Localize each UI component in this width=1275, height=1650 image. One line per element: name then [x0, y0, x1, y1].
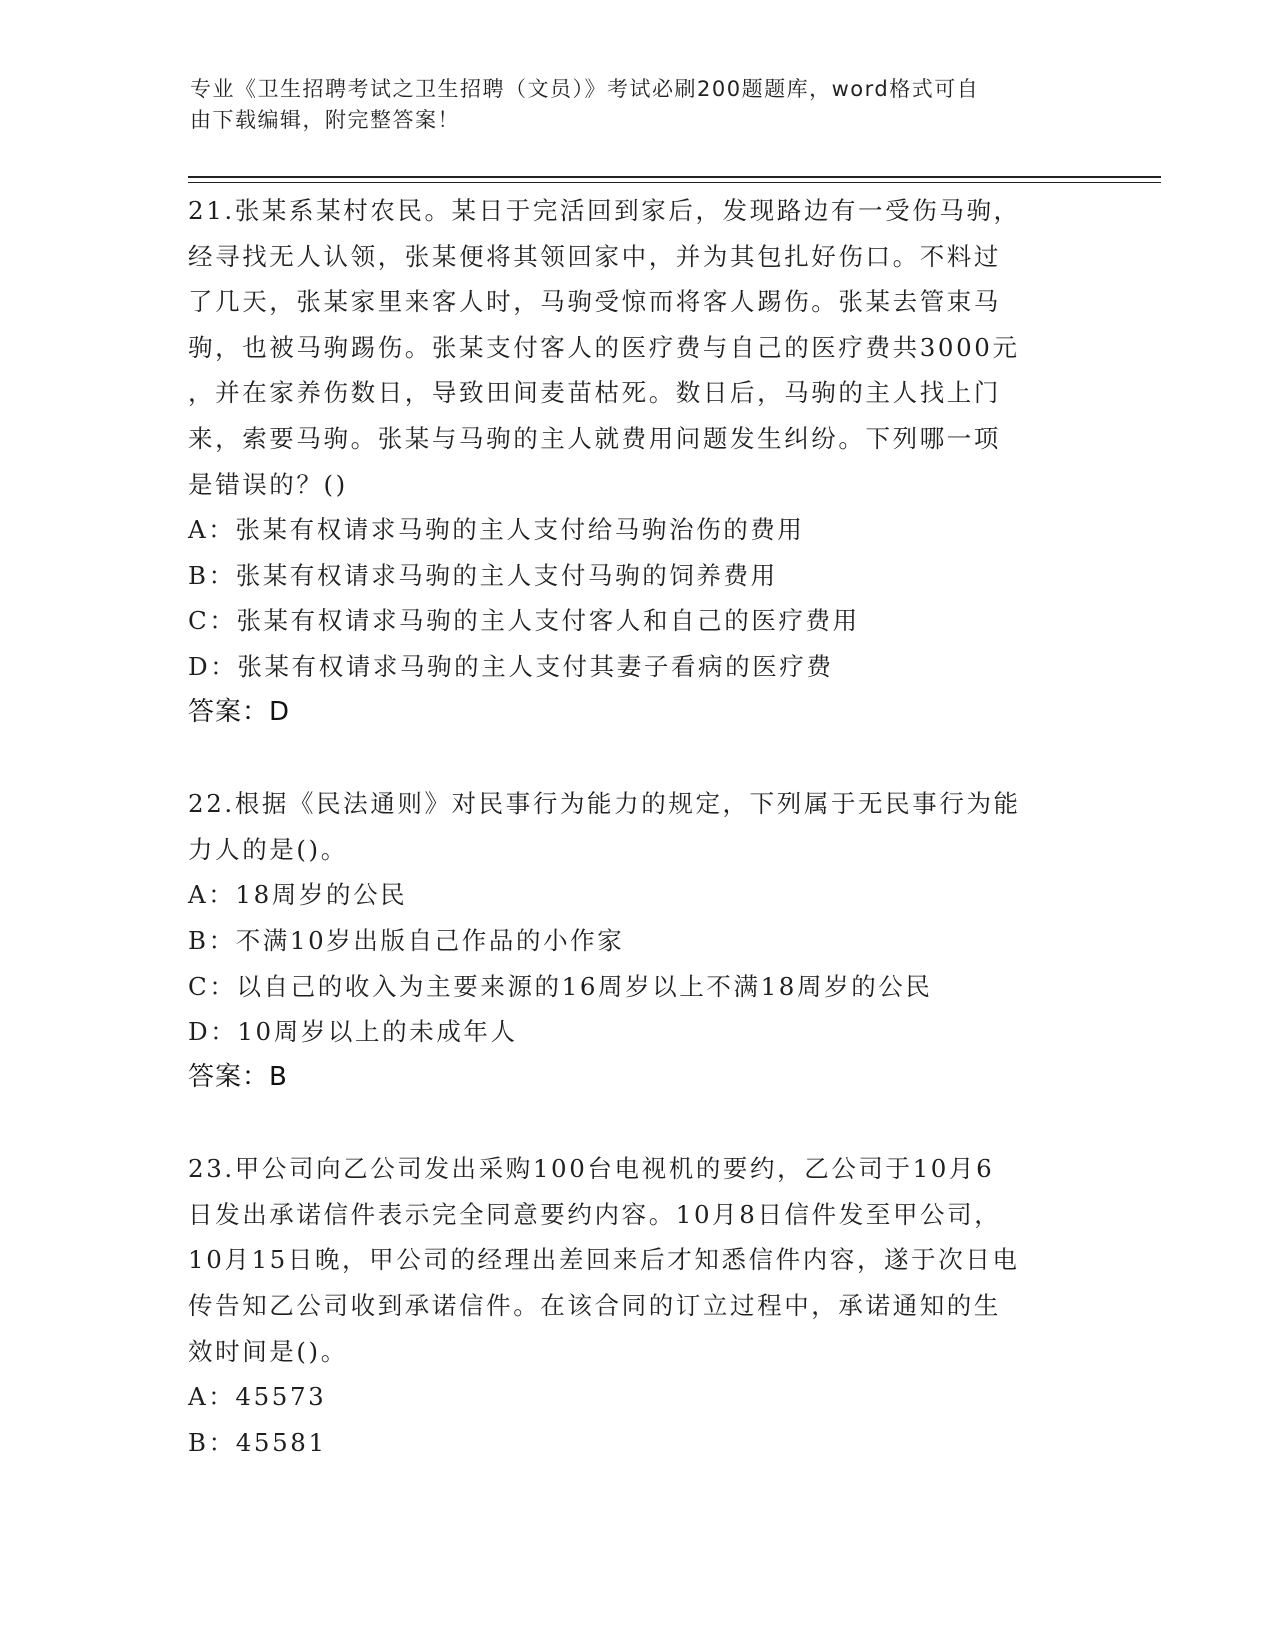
option-a: A：18周岁的公民 [188, 880, 408, 910]
option-c: C：张某有权请求马驹的主人支付客人和自己的医疗费用 [188, 606, 860, 636]
question-stem-line: 日发出承诺信件表示完全同意要约内容。10月8日信件发至甲公司， [188, 1199, 1002, 1229]
question-spacer [188, 735, 1088, 781]
header-divider-thin [188, 182, 1161, 183]
question-stem-line: 23.甲公司向乙公司发出采购100台电视机的要约，乙公司于10月6 [188, 1154, 995, 1184]
question-23 [188, 1146, 1088, 1465]
answer-line: 答案：D [188, 696, 291, 727]
question-stem-line: 是错误的？() [188, 469, 348, 499]
question-spacer [188, 1100, 1088, 1146]
question-stem-line: 来，索要马驹。张某与马驹的主人就费用问题发生纠纷。下列哪一项 [188, 423, 1001, 453]
question-stem-line: 经寻找无人认领，张某便将其领回家中，并为其包扎好伤口。不料过 [188, 241, 1001, 271]
question-stem-line: 了几天，张某家里来客人时，马驹受惊而将客人踢伤。张某去管束马 [188, 287, 1001, 317]
header-divider-thick [188, 176, 1161, 178]
option-c: C：以自己的收入为主要来源的16周岁以上不满18周岁的公民 [188, 971, 933, 1001]
header-line: 由下载编辑，附完整答案！ [190, 108, 460, 132]
document-header [190, 74, 1090, 136]
question-stem-line: 传告知乙公司收到承诺信件。在该合同的订立过程中，承诺通知的生 [188, 1291, 1001, 1321]
option-b: B：45581 [188, 1427, 327, 1457]
question-stem-line: 驹，也被马驹踢伤。张某支付客人的医疗费与自己的医疗费共3000元 [188, 332, 1020, 362]
question-stem-line: 21.张某系某村农民。某日于完活回到家后，发现路边有一受伤马驹， [188, 196, 1021, 225]
question-stem-line: 效时间是()。 [188, 1336, 348, 1366]
option-d: D：张某有权请求马驹的主人支付其妻子看病的医疗费 [188, 651, 834, 681]
option-b: B：不满10岁出版自己作品的小作家 [188, 925, 625, 955]
question-21 [188, 188, 1088, 735]
question-stem-line: 10月15日晚，甲公司的经理出差回来后才知悉信件内容，遂于次日电 [188, 1245, 1020, 1275]
question-list [188, 188, 1088, 1465]
header-line: 专业《卫生招聘考试之卫生招聘（文员）》考试必刷200题题库，word格式可自 [190, 77, 980, 101]
option-d: D：10周岁以上的未成年人 [188, 1017, 518, 1047]
question-stem-line: 力人的是()。 [188, 834, 348, 864]
option-b: B：张某有权请求马驹的主人支付马驹的饲养费用 [188, 560, 778, 590]
question-stem-line: ，并在家养伤数日，导致田间麦苗枯死。数日后，马驹的主人找上门 [188, 378, 1001, 408]
option-a: A：45573 [188, 1382, 327, 1412]
question-22 [188, 781, 1088, 1100]
option-a: A：张某有权请求马驹的主人支付给马驹治伤的费用 [188, 515, 805, 545]
answer-line: 答案：B [188, 1061, 288, 1092]
question-stem-line: 22.根据《民法通则》对民事行为能力的规定，下列属于无民事行为能 [188, 789, 1021, 819]
